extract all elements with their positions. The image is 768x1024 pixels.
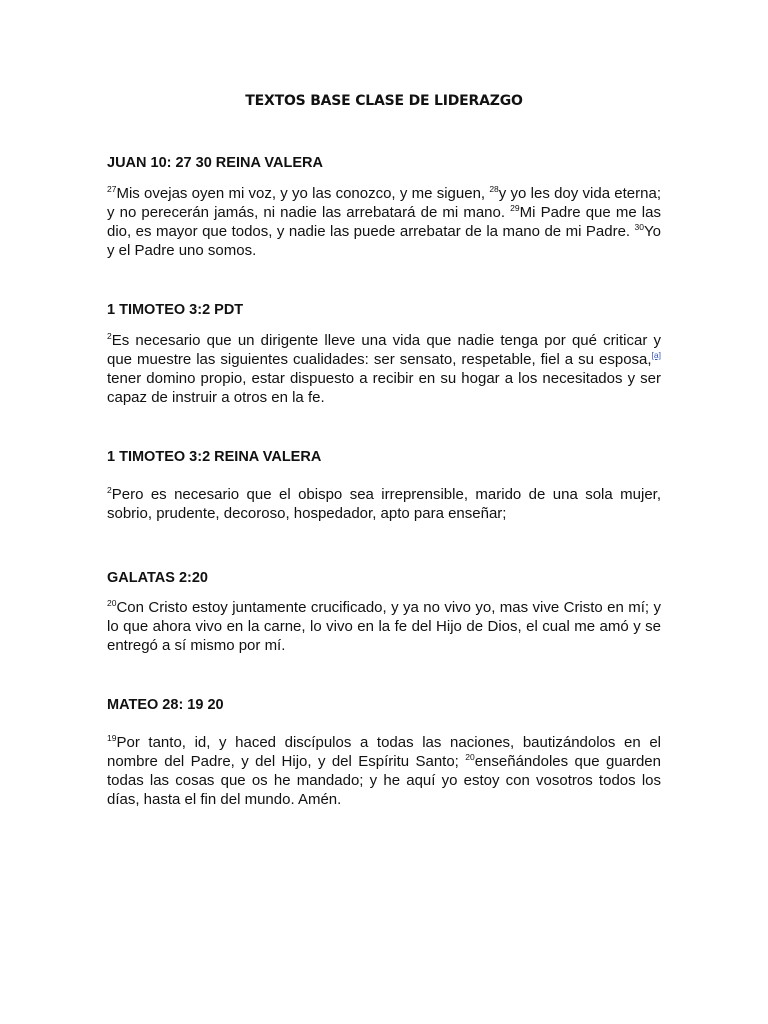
verse-number: 29 — [510, 203, 520, 213]
verse-text: Es necesario que un dirigente lleve una vida que nadie tenga por qué criticar y que muestre las siguientes cualidades: ser sensato, respetable, fiel a su esposa, — [107, 332, 661, 368]
verse-text: y yo les doy vida eterna; y no perecerán jamás, ni nadie las arrebatará de mi mano. — [107, 185, 661, 221]
passage-juan — [107, 184, 661, 260]
section-heading-juan: JUAN 10: 27 30 REINA VALERA — [107, 155, 323, 171]
section-heading-galatas: GALATAS 2:20 — [107, 570, 208, 586]
section-heading-timoteo-rv: 1 TIMOTEO 3:2 REINA VALERA — [107, 449, 322, 465]
verse-text: Mi Padre que me las dio, es mayor que todos, y nadie las puede arrebatar de la mano de mi Padre. — [107, 204, 661, 240]
verse-text: Mis ovejas oyen mi voz, y yo las conozco, y me siguen, — [116, 185, 490, 202]
document-title: TEXTOS BASE CLASE DE LIDERAZGO — [245, 93, 523, 109]
verse-number: 20 — [465, 752, 475, 762]
verse-text: tener domino propio, estar dispuesto a recibir en su hogar a los necesitados y ser capaz de instruir a otros en la fe. — [107, 370, 661, 406]
section-heading-mateo: MATEO 28: 19 20 — [107, 697, 224, 713]
passage-timoteo-rv — [107, 485, 661, 523]
section-heading-timoteo-pdt: 1 TIMOTEO 3:2 PDT — [107, 302, 244, 318]
verse-text: enseñándoles que guarden todas las cosas que os he mandado; y he aquí yo estoy con vosotros todos los días, hasta el fin del mundo. Amén. — [107, 753, 661, 808]
verse-number: 27 — [107, 184, 117, 194]
verse-number: 19 — [107, 733, 117, 743]
verse-number: 30 — [634, 222, 645, 232]
verse-text: Pero es necesario que el obispo sea irreprensible, marido de una sola mujer, sobrio, prudente, decoroso, hospedador, apto para enseñar; — [107, 486, 661, 522]
verse-text: Por tanto, id, y haced discípulos a todas las naciones, bautizándolos en el nombre del Padre, y del Hijo, y del Espíritu Santo; — [107, 734, 661, 770]
verse-number: 2 — [107, 485, 112, 495]
verse-number: 2 — [107, 331, 112, 341]
passage-mateo — [107, 733, 661, 809]
verse-text: Yo y el Padre uno somos. — [107, 223, 661, 259]
footnote-link[interactable]: [a] — [651, 350, 661, 360]
verse-text: Con Cristo estoy juntamente crucificado, y ya no vivo yo, mas vive Cristo en mí; y lo que ahora vivo en la carne, lo vivo en la fe del Hijo de Dios, el cual me amó y se entregó a sí mismo por mí. — [107, 599, 661, 654]
passage-timoteo-pdt — [107, 331, 661, 407]
verse-number: 28 — [489, 184, 499, 194]
passage-galatas — [107, 598, 661, 655]
verse-number: 20 — [107, 598, 117, 608]
